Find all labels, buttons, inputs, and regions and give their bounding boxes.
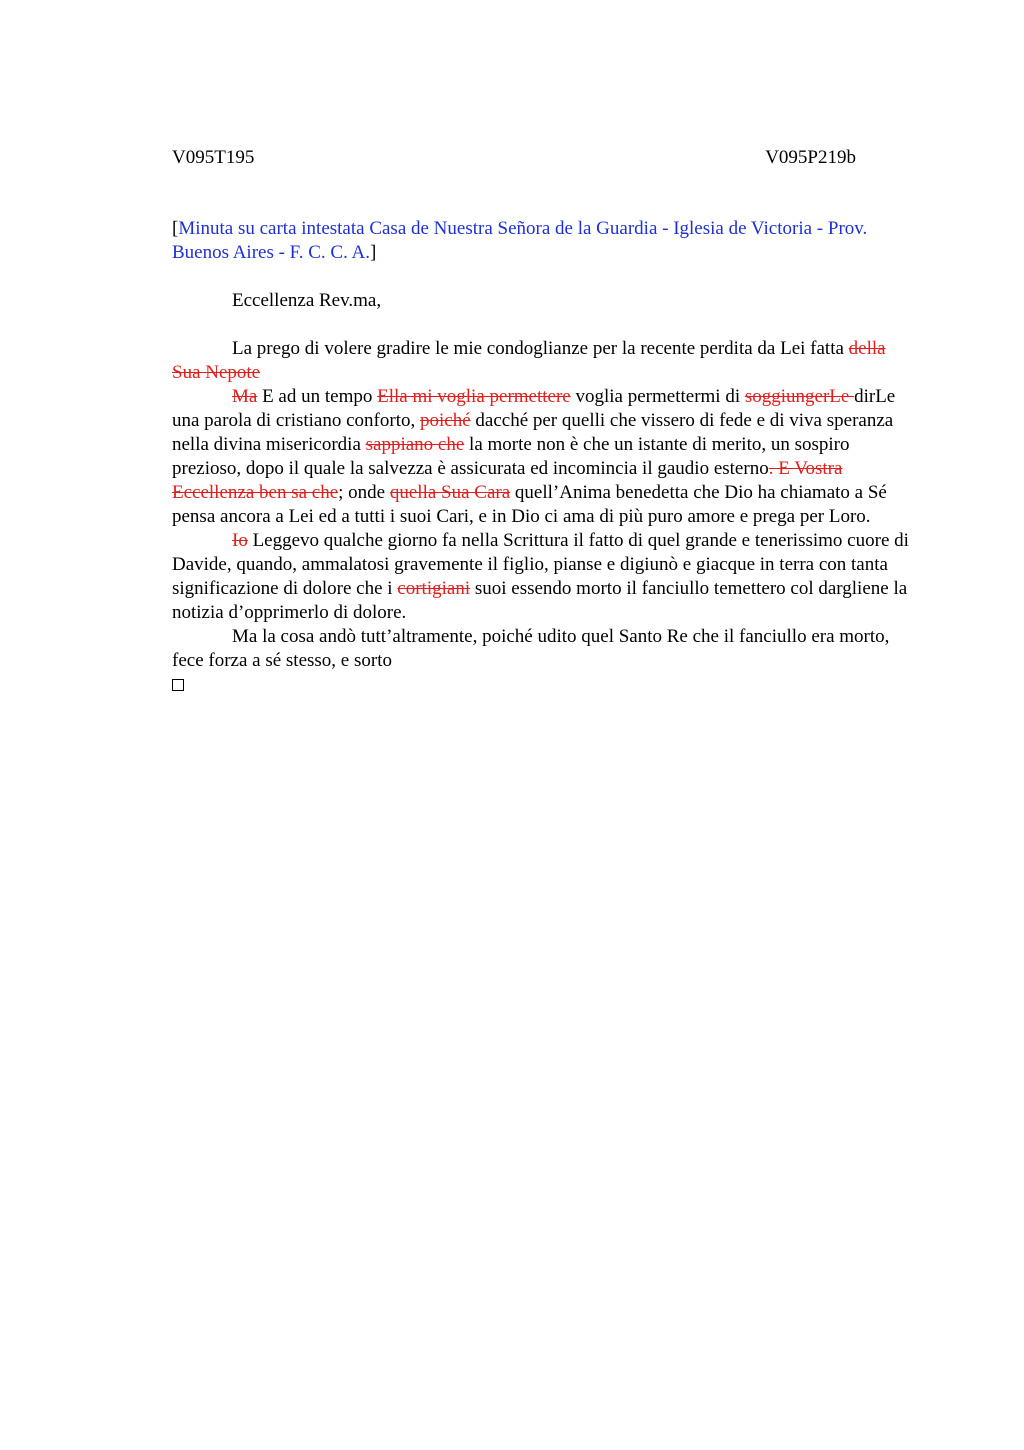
deleted-text: . E Vostra Eccellenza ben sa che xyxy=(172,458,843,503)
paragraph-text: dacché per quelli che vissero di fede e di viva speranza nella divina misericordia xyxy=(172,410,894,455)
paragraph-text: E ad un tempo xyxy=(257,386,378,407)
document-code-right: V095P219b xyxy=(765,147,856,168)
deleted-text: della Sua Nepote xyxy=(172,338,886,383)
paragraph-comfort xyxy=(172,385,917,529)
deleted-text: cortigiani xyxy=(397,578,471,599)
note-close-bracket: ] xyxy=(370,242,377,263)
editorial-note xyxy=(172,217,917,265)
paragraph-text: suoi essendo morto il fanciullo temettero col dargliene la notizia d’opprimerlo di dolore. xyxy=(172,578,908,623)
paragraph-text: dirLe una parola di cristiano conforto, xyxy=(172,386,896,431)
paragraph-text: la morte non è che un istante di merito, un sospiro prezioso, dopo il quale la salvezza è assicurata ed incomincia il gaudio esterno xyxy=(172,434,850,479)
deleted-text: sappiano che xyxy=(365,434,465,455)
paragraph-text: quell’Anima benedetta che Dio ha chiamato a Sé pensa ancora a Lei ed a tutti i suoi Cari, e in Dio ci ama di più puro amore e prega per Loro. xyxy=(172,482,887,527)
note-text: Minuta su carta intestata Casa de Nuestra Señora de la Guardia - Iglesia de Victoria - Prov. Buenos Aires - F. C. C. A. xyxy=(172,218,868,263)
deleted-text: Ma xyxy=(232,386,258,407)
paragraph-condolences xyxy=(172,337,917,385)
note-open-bracket: [ xyxy=(172,218,179,239)
paragraph-continuation xyxy=(172,625,917,673)
document-code-left: V095T195 xyxy=(172,147,255,168)
salutation: Eccellenza Rev.ma, xyxy=(232,290,382,311)
deleted-text: Ella mi voglia permettere xyxy=(377,386,571,407)
paragraph-text: Leggevo qualche giorno fa nella Scrittura il fatto di quel grande e tenerissimo cuore di Davide, quando, ammalatosi gravemente il figlio, pianse e digiunò e giacque in terra con tanta significazione di dolore che i xyxy=(172,530,909,599)
document-body xyxy=(172,217,917,698)
deleted-text: soggiungerLe xyxy=(744,386,855,407)
paragraph-text: La prego di volere gradire le mie condoglianze per la recente perdita da Lei fatta xyxy=(232,338,849,359)
paragraph-text: Ma la cosa andò tutt’altramente, poiché udito quel Santo Re che il fanciullo era morto, fece forza a sé stesso, e sorto xyxy=(172,626,890,671)
paragraph-david xyxy=(172,529,917,625)
paragraph-text: ; onde xyxy=(338,482,390,503)
deleted-text: Io xyxy=(232,530,248,551)
paragraph-text: voglia permettermi di xyxy=(570,386,745,407)
end-marker-line xyxy=(172,673,917,698)
deleted-text: poiché xyxy=(419,410,471,431)
deleted-text: quella Sua Cara xyxy=(389,482,511,503)
square-marker-icon xyxy=(172,679,184,691)
